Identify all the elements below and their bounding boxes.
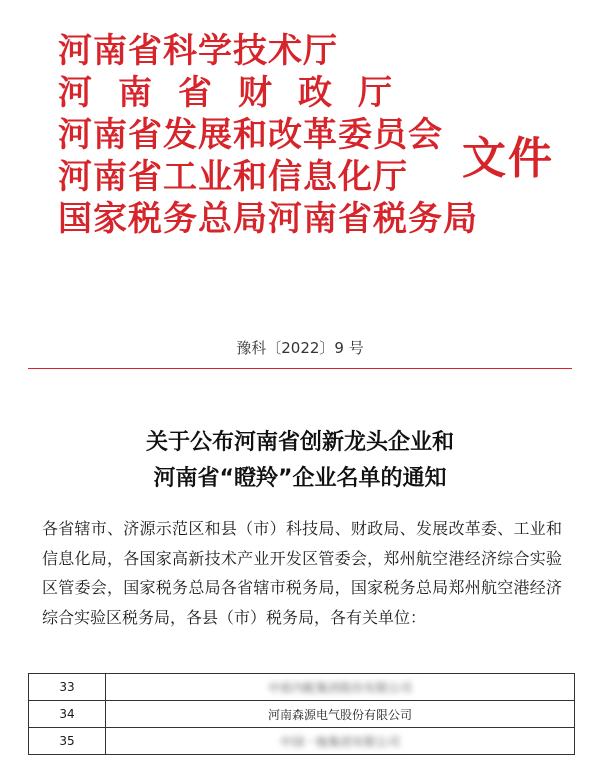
issuer-4: 河南省工业和信息化厅	[58, 157, 408, 197]
table-row	[29, 701, 575, 728]
company-name-cell	[106, 728, 575, 755]
issuer-5: 国家税务总局河南省税务局	[58, 199, 478, 239]
row-number: 34	[29, 701, 106, 728]
table-row	[29, 728, 575, 755]
notice-title	[0, 425, 600, 497]
issuer-3: 河南省发展和改革委员会	[58, 115, 443, 155]
row-number: 35	[29, 728, 106, 755]
company-name-blurred: 中原内配集团股份有限公司	[267, 680, 412, 695]
issuer-list	[58, 30, 478, 240]
row-number: 33	[29, 674, 106, 701]
salutation-paragraph: 各省辖市、济源示范区和县（市）科技局、财政局、发展改革委、工业和信息化局，各国家高新技术产业开发区管委会，郑州航空港经济综合实验区管委会，国家税务总局各省辖市税务局，国家税务总局郑州航空港经济综合实验区税务局，各县（市）税务局，各有关单位：	[42, 519, 562, 627]
company-name-cell	[106, 674, 575, 701]
company-table	[28, 673, 575, 755]
document-suffix: 文件	[462, 133, 554, 184]
title-line-2: 河南省“瞪羚”企业名单的通知	[153, 466, 447, 491]
table-row	[29, 674, 575, 701]
issuer-1: 河南省科学技术厅	[58, 31, 338, 71]
document-number: 豫科〔2022〕9 号	[236, 339, 364, 357]
red-divider	[28, 368, 572, 369]
company-name-cell	[106, 701, 575, 728]
issuer-2: 河南省财政厅	[58, 73, 418, 113]
company-name-blurred: 中国一拖集团有限公司	[279, 734, 400, 749]
title-line-1: 关于公布河南省创新龙头企业和	[145, 430, 454, 455]
company-name: 河南森源电气股份有限公司	[267, 707, 412, 722]
